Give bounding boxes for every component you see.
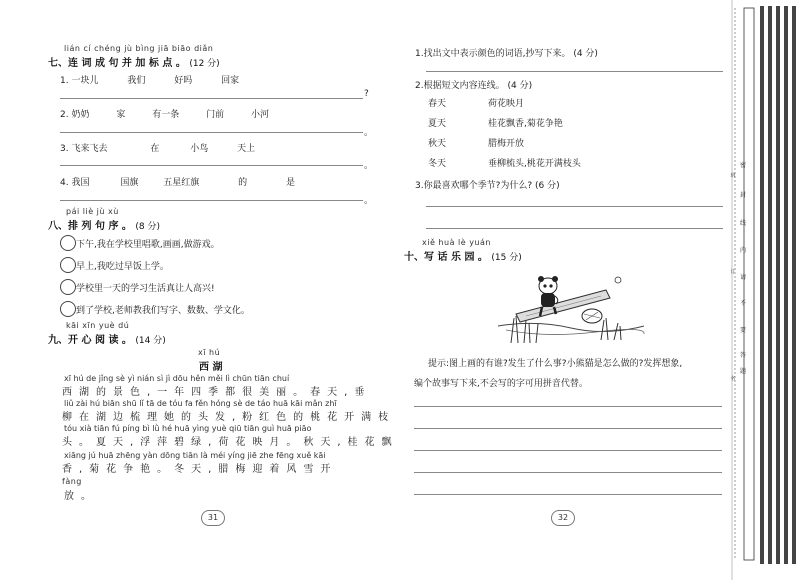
q7-item-4 [60,175,295,188]
word: 我们 [127,76,146,86]
item-number: 2. [60,110,69,120]
writing-line[interactable] [414,494,722,495]
passage-line-2: 柳在湖边梳理她的头发,粉红色的桃花开满枝 [62,412,396,423]
binding-label-3: 线 [739,220,746,227]
r3-text: 3.你最喜欢哪个季节?为什么? [415,181,533,191]
end-mark: 。 [364,128,374,138]
sentence-4: 到了学校,老师教我们写字、数数、学文化。 [76,306,250,316]
answer-line [426,206,723,207]
order-circle-1[interactable] [60,235,76,251]
word: 国旗 [120,178,139,188]
q9-pinyin: kāi xīn yuè dú [66,321,130,330]
passage-title-pinyin: xī hú [198,348,221,357]
order-circle-2[interactable] [60,257,76,273]
answer-4[interactable]: 垂柳梳头,桃花开满枝头 [488,159,581,169]
binding-small-1: 班 [730,173,736,179]
binding-label-6: 不 [739,300,746,307]
sentence-3: 学校里一天的学习生活真让人高兴! [76,284,215,294]
q8-heading [48,217,160,232]
passage-title: 西 湖 [199,362,223,373]
word: 天上 [237,144,256,154]
answer-line [60,165,363,166]
season-summer[interactable]: 夏天 [428,119,447,129]
passage-pinyin-5: fàng [62,477,82,486]
passage-pinyin-1: xī hú de jǐng sè yì nián sì jì dōu hěn měi lì chūn tiān chuí [64,374,290,383]
order-circle-4[interactable] [60,301,76,317]
r2-question [415,78,532,91]
q7-item-3 [60,141,255,154]
item-number: 4. [60,178,69,188]
r3-score: (6 分) [535,181,560,191]
word: 在 [150,144,160,154]
q7-item-1 [60,73,239,86]
q8-title: 八、排 列 句 序 。 [48,221,132,232]
season-spring[interactable]: 春天 [428,99,447,109]
q9-score: (14 分) [135,336,166,346]
answer-line [60,132,363,133]
passage-pinyin-2: liǔ zài hú biān shū lǐ tā de tóu fa fěn hóng sè de táo huā kāi mǎn zhī [64,399,337,408]
word: 我国 [71,178,90,188]
word: 一块儿 [71,76,99,86]
item-number: 1. [60,76,69,86]
q9-title: 九、开 心 阅 读 。 [48,335,132,346]
binding-small-3: 名 [730,376,736,382]
writing-line[interactable] [414,428,722,429]
answer-line [426,228,723,229]
r2-score: (4 分) [507,81,533,91]
binding-label-8: 答 [739,352,746,359]
answer-1[interactable]: 荷花映月 [488,99,525,109]
word: 的 [238,178,248,188]
q7-score: (12 分) [189,59,220,69]
hint-line-2: 编个故事写下来,不会写的字可用拼音代替。 [414,379,588,389]
binding-strip [730,0,800,580]
writing-line[interactable] [414,472,722,473]
binding-label-2: 封 [739,192,746,199]
q10-score: (15 分) [491,253,522,263]
word: 好吗 [174,76,193,86]
word: 小鸟 [190,144,209,154]
end-mark: 。 [364,161,374,171]
season-winter[interactable]: 冬天 [428,159,447,169]
right-page [400,0,730,580]
passage-line-4: 香,菊花争艳。冬天,腊梅迎着风雪开 [62,464,338,475]
word: 小河 [251,110,270,120]
r1-text: 1.找出文中表示颜色的词语,抄写下来。 [415,49,571,59]
answer-line [426,71,723,72]
q7-item-2 [60,107,269,120]
word: 飞来飞去 [71,144,108,154]
passage-pinyin-4: xiāng jú huā zhēng yàn dōng tiān là méi yíng jiē zhe fēng xuě kāi [64,451,326,460]
word: 奶奶 [71,110,90,120]
q10-title: 十、写 话 乐 园 。 [404,252,488,263]
page-number: 32 [551,510,575,526]
passage-line-5: 放。 [64,491,98,502]
word: 家 [116,110,126,120]
answer-line [60,200,363,201]
page-number: 31 [201,510,225,526]
passage-pinyin-3: tóu xià tiān fú píng bì lǜ hé huā yìng yuè qiū tiān guì huā piāo [64,424,312,433]
q7-heading [48,54,220,69]
answer-3[interactable]: 腊梅开放 [488,139,525,149]
q7-pinyin: lián cí chéng jù bìng jiā biāo diǎn [64,44,214,53]
word: 有一条 [152,110,180,120]
order-circle-3[interactable] [60,279,76,295]
q8-pinyin: pái liè jù xù [66,207,119,216]
answer-line [60,98,363,99]
q10-pinyin: xiě huà lè yuán [422,238,491,247]
passage-line-3: 头。夏天,浮萍碧绿,荷花映月。秋天,桂花飘 [62,437,399,448]
season-autumn[interactable]: 秋天 [428,139,447,149]
binding-label-9: 题 [739,368,746,375]
item-number: 3. [60,144,69,154]
word: 五星红旗 [163,178,200,188]
binding-label-5: 请 [739,274,746,281]
panda-log-illustration [496,268,646,348]
sentence-1: 下午,我在学校里唱歌,画画,做游戏。 [76,240,220,250]
r2-text: 2.根据短文内容连线。 [415,81,505,91]
r1-score: (4 分) [573,49,598,59]
word: 是 [286,178,296,188]
r3-question [415,178,560,191]
binding-small-2: 订 [730,269,736,275]
sentence-2: 早上,我吃过早饭上学。 [76,262,169,272]
q7-title: 七、连 词 成 句 并 加 标 点 。 [48,58,186,69]
q9-heading [48,331,166,346]
q8-score: (8 分) [135,222,161,232]
binding-label-1: 密 [739,162,746,169]
passage-line-1: 西湖的景色,一年四季都很美丽。春天,垂 [62,387,372,398]
end-mark: ? [364,89,369,99]
binding-label-7: 要 [739,327,746,334]
writing-line[interactable] [414,450,722,451]
r1-question [415,46,598,59]
end-mark: 。 [364,196,374,206]
hint-line-1: 提示:图上画的有谁?发生了什么事?小熊猫是怎么做的?发挥想象, [428,359,683,369]
answer-2[interactable]: 桂花飘香,菊花争艳 [488,119,563,129]
q10-heading [404,248,522,263]
writing-line[interactable] [414,406,722,407]
binding-label-4: 内 [739,247,746,254]
word: 门前 [206,110,225,120]
word: 回家 [221,76,240,86]
